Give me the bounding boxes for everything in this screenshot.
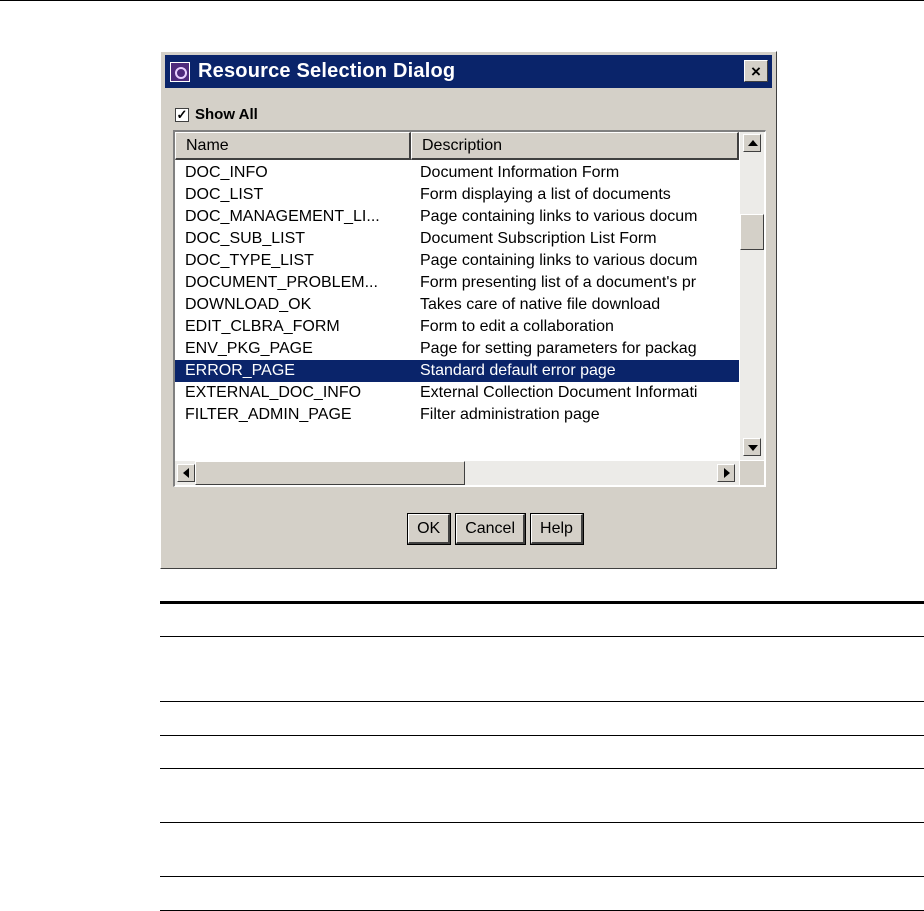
row-name: DOC_SUB_LIST bbox=[185, 230, 306, 247]
dialog-title: Resource Selection Dialog bbox=[198, 60, 456, 82]
arrow-left-icon bbox=[183, 468, 189, 478]
list-rows bbox=[175, 162, 739, 426]
table-top-rule bbox=[160, 601, 924, 604]
arrow-down-icon bbox=[748, 445, 758, 451]
row-description: Standard default error page bbox=[420, 362, 616, 379]
scroll-down-button[interactable] bbox=[743, 438, 761, 456]
list-row[interactable] bbox=[175, 272, 739, 294]
row-description: Form presenting list of a document's pr bbox=[420, 274, 697, 291]
row-name: DOWNLOAD_OK bbox=[185, 296, 312, 313]
row-description: Page containing links to various docum bbox=[420, 208, 698, 225]
cancel-button[interactable]: Cancel bbox=[456, 514, 525, 544]
dialog-button-bar bbox=[161, 514, 778, 544]
horizontal-scrollbar[interactable] bbox=[175, 461, 739, 485]
table-row-divider bbox=[160, 636, 924, 637]
row-description: Page containing links to various docum bbox=[420, 252, 698, 269]
show-all-option[interactable] bbox=[175, 106, 258, 123]
resource-list[interactable] bbox=[173, 130, 766, 487]
list-row[interactable] bbox=[175, 250, 739, 272]
list-row[interactable] bbox=[175, 206, 739, 228]
horizontal-scroll-thumb[interactable] bbox=[195, 461, 465, 485]
table-row-divider bbox=[160, 735, 924, 736]
arrow-right-icon bbox=[724, 468, 730, 478]
page-top-rule bbox=[0, 0, 924, 1]
resource-selection-dialog bbox=[160, 51, 777, 569]
list-row-selected[interactable] bbox=[175, 360, 739, 382]
arrow-up-icon bbox=[748, 140, 758, 146]
table-row-divider bbox=[160, 701, 924, 702]
list-row[interactable] bbox=[175, 184, 739, 206]
row-description: Takes care of native file download bbox=[420, 296, 661, 313]
row-name: DOC_INFO bbox=[185, 164, 268, 181]
row-name: EDIT_CLBRA_FORM bbox=[185, 318, 340, 335]
row-name: EXTERNAL_DOC_INFO bbox=[185, 384, 362, 401]
row-description: Form to edit a collaboration bbox=[420, 318, 614, 335]
help-button[interactable]: Help bbox=[531, 514, 583, 544]
row-name: DOC_LIST bbox=[185, 186, 264, 203]
row-description: Document Subscription List Form bbox=[420, 230, 657, 247]
row-description: External Collection Document Informati bbox=[420, 384, 698, 401]
table-row-divider bbox=[160, 768, 924, 769]
scroll-right-button[interactable] bbox=[717, 464, 735, 482]
scroll-up-button[interactable] bbox=[743, 134, 761, 152]
row-description: Document Information Form bbox=[420, 164, 620, 181]
list-row[interactable] bbox=[175, 338, 739, 360]
column-header-description[interactable]: Description bbox=[411, 132, 739, 160]
show-all-checkbox[interactable] bbox=[175, 108, 189, 122]
scrollbar-corner bbox=[740, 461, 764, 485]
column-header-name[interactable]: Name bbox=[175, 132, 411, 160]
row-name: DOC_TYPE_LIST bbox=[185, 252, 314, 269]
list-row[interactable] bbox=[175, 316, 739, 338]
close-button[interactable] bbox=[744, 60, 768, 82]
table-row-divider bbox=[160, 876, 924, 877]
dialog-titlebar[interactable] bbox=[165, 55, 772, 88]
list-row[interactable] bbox=[175, 162, 739, 184]
row-name: DOC_MANAGEMENT_LI... bbox=[185, 208, 380, 225]
table-row-divider bbox=[160, 822, 924, 823]
row-description: Form displaying a list of documents bbox=[420, 186, 671, 203]
list-row[interactable] bbox=[175, 294, 739, 316]
close-icon: × bbox=[751, 61, 761, 81]
list-row[interactable] bbox=[175, 228, 739, 250]
list-row[interactable] bbox=[175, 382, 739, 404]
scroll-left-button[interactable] bbox=[177, 464, 195, 482]
row-name: DOCUMENT_PROBLEM... bbox=[185, 274, 378, 291]
vertical-scrollbar[interactable] bbox=[740, 132, 764, 460]
row-name: FILTER_ADMIN_PAGE bbox=[185, 406, 352, 423]
vertical-scroll-thumb[interactable] bbox=[740, 214, 764, 250]
check-icon: ✓ bbox=[176, 106, 188, 122]
list-row[interactable] bbox=[175, 404, 739, 426]
ok-button[interactable]: OK bbox=[408, 514, 450, 544]
show-all-label: Show All bbox=[195, 106, 258, 123]
row-name: ERROR_PAGE bbox=[185, 362, 295, 379]
row-description: Filter administration page bbox=[420, 406, 600, 423]
list-header bbox=[175, 132, 739, 160]
row-name: ENV_PKG_PAGE bbox=[185, 340, 313, 357]
app-icon bbox=[170, 62, 190, 82]
row-description: Page for setting parameters for packag bbox=[420, 340, 697, 357]
